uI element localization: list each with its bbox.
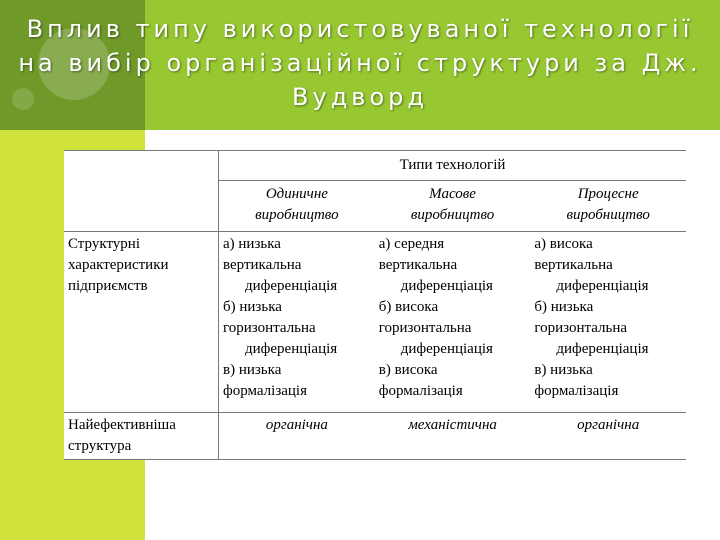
column-header-process: Процесне виробництво [566, 186, 650, 223]
cell-unit-structure: органічна [219, 413, 375, 460]
cell-process-structure: органічна [530, 413, 686, 460]
row-label-characteristics: Структурні характеристики підприємств [64, 232, 219, 413]
cell-process-characteristics: а) висока вертикальна диференціація б) низька горизонтальна диференціація в) низька формалізація [530, 232, 686, 413]
slide-title [0, 12, 720, 114]
table-header-row [64, 151, 686, 181]
title-line-1: Вплив типу використовуваної технології [26, 15, 694, 43]
title-line-2: на вибір організаційної структури за Дж. [18, 49, 702, 77]
group-header: Типи технологій [219, 151, 687, 181]
empty-corner-cell [64, 151, 219, 232]
table-row [64, 413, 686, 460]
title-line-3: Вудворд [292, 83, 428, 111]
cell-mass-structure: механістична [375, 413, 531, 460]
cell-mass-characteristics: а) середня вертикальна диференціація б) висока горизонтальна диференціація в) висока формалізація [375, 232, 531, 413]
table-row [64, 232, 686, 413]
technology-structure-table [64, 150, 686, 460]
row-label-structure: Найефективніша структура [64, 413, 219, 460]
cell-unit-characteristics: а) низька вертикальна диференціація б) низька горизонтальна диференціація в) низька формалізація [219, 232, 375, 413]
column-header-mass: Масове виробництво [410, 186, 495, 223]
column-header-unit: Одиничне виробництво [255, 186, 339, 223]
